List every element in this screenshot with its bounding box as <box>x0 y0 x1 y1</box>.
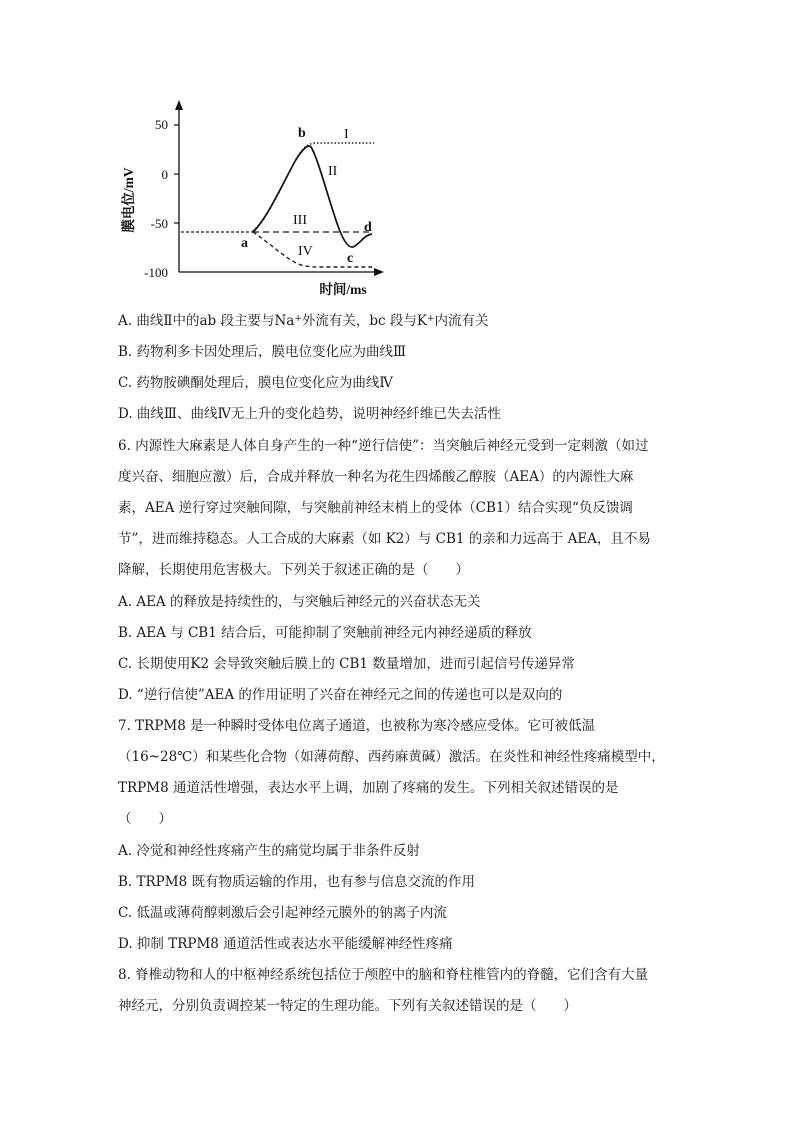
q5-option-a-text: A. 曲线Ⅱ中的ab 段主要与Na <box>118 313 295 329</box>
q7-option-d: D. 抑制 TRPM8 通道活性或表达水平能缓解神经性疼痛 <box>118 936 453 952</box>
point-d-label: d <box>364 220 372 235</box>
y-tick-label: -50 <box>150 216 168 231</box>
q8-stem-line: 8. 脊椎动物和人的中枢神经系统包括位于颅腔中的脑和脊柱椎管内的脊髓，它们含有大量 <box>118 967 649 983</box>
q6-stem-line: 6. 内源性大麻素是人体自身产生的一种“逆行信使”：当突触后神经元受到一定刺激（如过 <box>118 438 649 454</box>
q6-stem-line: 降解，长期使用危害极大。下列关于叙述正确的是（ ） <box>118 562 469 578</box>
y-tick-label: 0 <box>161 167 168 182</box>
y-tick-label: 50 <box>155 117 168 132</box>
point-b-label: b <box>298 126 306 141</box>
y-tick-label: -100 <box>144 265 168 280</box>
q7-option-a: A. 冷觉和神经性疼痛产生的痛觉均属于非条件反射 <box>118 843 420 859</box>
q7-stem-line: TRPM8 通道活性增强，表达水平上调，加剧了疼痛的发生。下列相关叙述错误的是 <box>118 780 619 796</box>
x-axis-arrow <box>374 268 384 276</box>
potassium-charge: + <box>427 314 435 324</box>
q7-option-b: B. TRPM8 既有物质运输的作用，也有参与信息交流的作用 <box>118 874 475 890</box>
q7-stem-line: （16~28℃）和某些化合物（如薄荷醇、西药麻黄碱）激活。在炎性和神经性疼痛模型中， <box>118 749 665 765</box>
q7-option-c: C. 低温或薄荷醇刺激后会引起神经元膜外的钠离子内流 <box>118 905 447 921</box>
membrane-potential-figure <box>118 98 388 298</box>
q5-option-a-text: 内流有关 <box>434 313 489 329</box>
q6-stem-line: 度兴奋、细胞应激）后，合成并释放一种名为花生四烯酸乙醇胺（AEA）的内源性大麻 <box>118 469 634 485</box>
q5-option-a <box>118 311 489 331</box>
q6-stem-line: 节”，进而维持稳态。人工合成的大麻素（如 K2）与 CB1 的亲和力远高于 AEA，且不易 <box>118 531 651 547</box>
curve-III-label: III <box>293 213 307 228</box>
x-axis-label: 时间/ms <box>319 282 367 297</box>
q8-stem-line: 神经元，分别负责调控某一特定的生理功能。下列有关叙述错误的是（ ） <box>118 998 577 1014</box>
q6-option-a: A. AEA 的释放是持续性的，与突触后神经元的兴奋状态无关 <box>118 594 481 610</box>
y-axis-arrow <box>175 100 183 110</box>
q5-option-b: B. 药物利多卡因处理后，膜电位变化应为曲线Ⅲ <box>118 344 407 360</box>
sodium-charge: + <box>294 314 302 324</box>
q6-option-c: C. 长期使用K2 会导致突触后膜上的 CB1 数量增加，进而引起信号传递异常 <box>118 656 575 672</box>
curve-I <box>253 143 374 231</box>
q5-option-c: C. 药物胺碘酮处理后，膜电位变化应为曲线Ⅳ <box>118 375 393 391</box>
q5-option-d: D. 曲线Ⅲ、曲线Ⅳ无上升的变化趋势，说明神经纤维已失去活性 <box>118 406 501 422</box>
q6-option-b: B. AEA 与 CB1 结合后，可能抑制了突触前神经元内神经递质的释放 <box>118 625 532 641</box>
y-axis-label: 膜电位/mV <box>121 167 136 233</box>
q7-stem-line: 7. TRPM8 是一种瞬时受体电位离子通道，也被称为寒冷感应受体。它可被低温 <box>118 718 596 734</box>
point-c-label: c <box>347 251 354 266</box>
q6-option-d: D. “逆行信使”AEA 的作用证明了兴奋在神经元之间的传递也可以是双向的 <box>118 687 563 703</box>
curve-IV-label: IV <box>298 244 313 259</box>
q6-stem-line: 素，AEA 逆行穿过突触间隙，与突触前神经末梢上的受体（CB1）结合实现“负反馈调 <box>118 500 633 516</box>
q5-option-a-text: 外流有关，bc 段与K <box>301 313 427 329</box>
curve-I-label: I <box>344 127 349 142</box>
point-a-label: a <box>241 236 248 251</box>
q7-stem-line: （ ） <box>118 811 172 827</box>
curve-II-label: II <box>328 164 338 179</box>
